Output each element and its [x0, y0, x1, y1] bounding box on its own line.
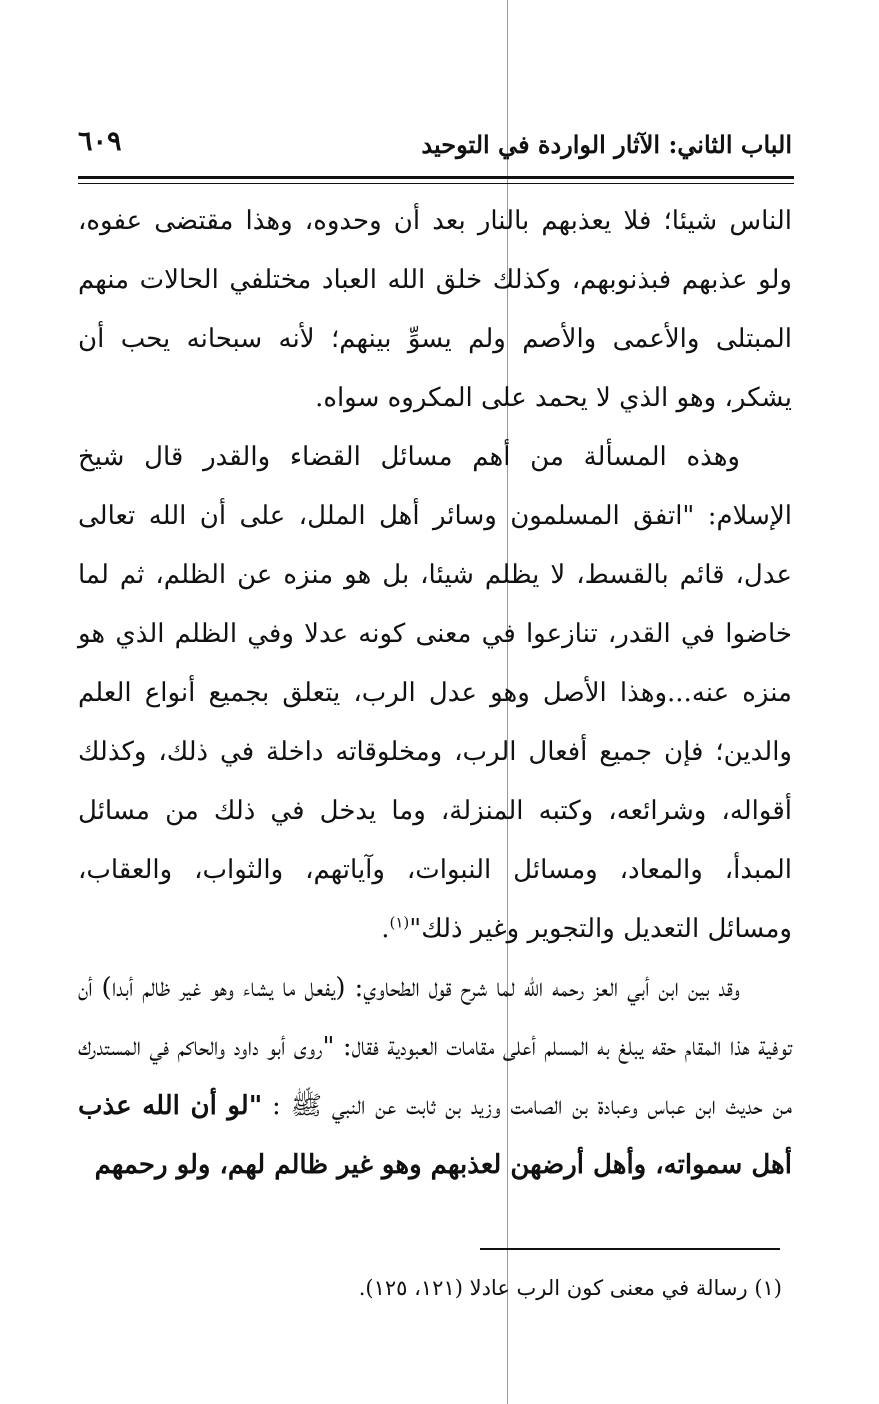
paragraph-2: [78, 428, 792, 959]
page-number: ٦٠٩: [78, 126, 122, 157]
running-header: [78, 126, 792, 166]
chapter-title: الباب الثاني: الآثار الواردة في التوحيد: [421, 130, 792, 159]
footnote-reference[interactable]: (١): [389, 913, 410, 932]
header-rule-thick: [78, 176, 794, 179]
paragraph-1: الناس شيئا؛ فلا يعذبهم بالنار بعد أن وحدوه، وهذا مقتضى عفوه، ولو عذبهم فبذنوبهم، وكذلك خلق الله العباد مختلفي الحالات منهم المبتلى والأعمى والأصم ولم يسوِّ بينهم؛ لأنه سبحانه يحب أن يشكر، وهو الذي لا يحمد على المكروه سواه.: [78, 206, 792, 413]
paragraph-3: [78, 959, 792, 1195]
body-text: [78, 192, 792, 1195]
paragraph-2-end: .: [381, 914, 390, 944]
paragraph-2-text: وهذه المسألة من أهم مسائل القضاء والقدر قال شيخ الإسلام: "اتفق المسلمون وسائر أهل الملل، على أن الله تعالى عدل، قائم بالقسط، لا يظلم شيئا، بل هو منزه عن الظلم، ثم لما خاضوا في القدر، تنازعوا في معنى كونه عدلا وفي الظلم الذي هو منزه عنه...وهذا الأصل وهو عدل الرب، يتعلق بجميع أنواع العلم والدين؛ فإن جميع أفعال الرب، ومخلوقاته داخلة في ذلك، وكذلك أقواله، وشرائعه، وكتبه المنزلة، وما يدخل في ذلك من مسائل المبدأ، والمعاد، ومسائل النبوات، وآياتهم، والثواب، والعقاب، ومسائل التعديل والتجوير وغير ذلك": [78, 442, 792, 944]
paragraph-3-text: وقد بين ابن أبي العز رحمه الله لما شرح قول الطحاوي: (يفعل ما يشاء وهو غير ظالم أبدا) أن توفية هذا المقام حقه يبلغ به المسلم أعلى مقامات العبودية فقال: "روى أبو داود والحاكم في المستدرك من حديث ابن عباس وعبادة بن الصامت وزيد بن ثابت عن النبي ﷺ :: [78, 973, 792, 1121]
footnote: (١) رسالة في معنى كون الرب عادلا (١٢١، ١٢٥).: [358, 1276, 782, 1300]
header-rule-thin: [78, 183, 794, 184]
hadith-quote: "لو أن الله عذب أهل سمواته، وأهل أرضهن لعذبهم وهو غير ظالم لهم، ولو رحمهم: [78, 1091, 792, 1180]
footnote-separator: [480, 1248, 780, 1250]
